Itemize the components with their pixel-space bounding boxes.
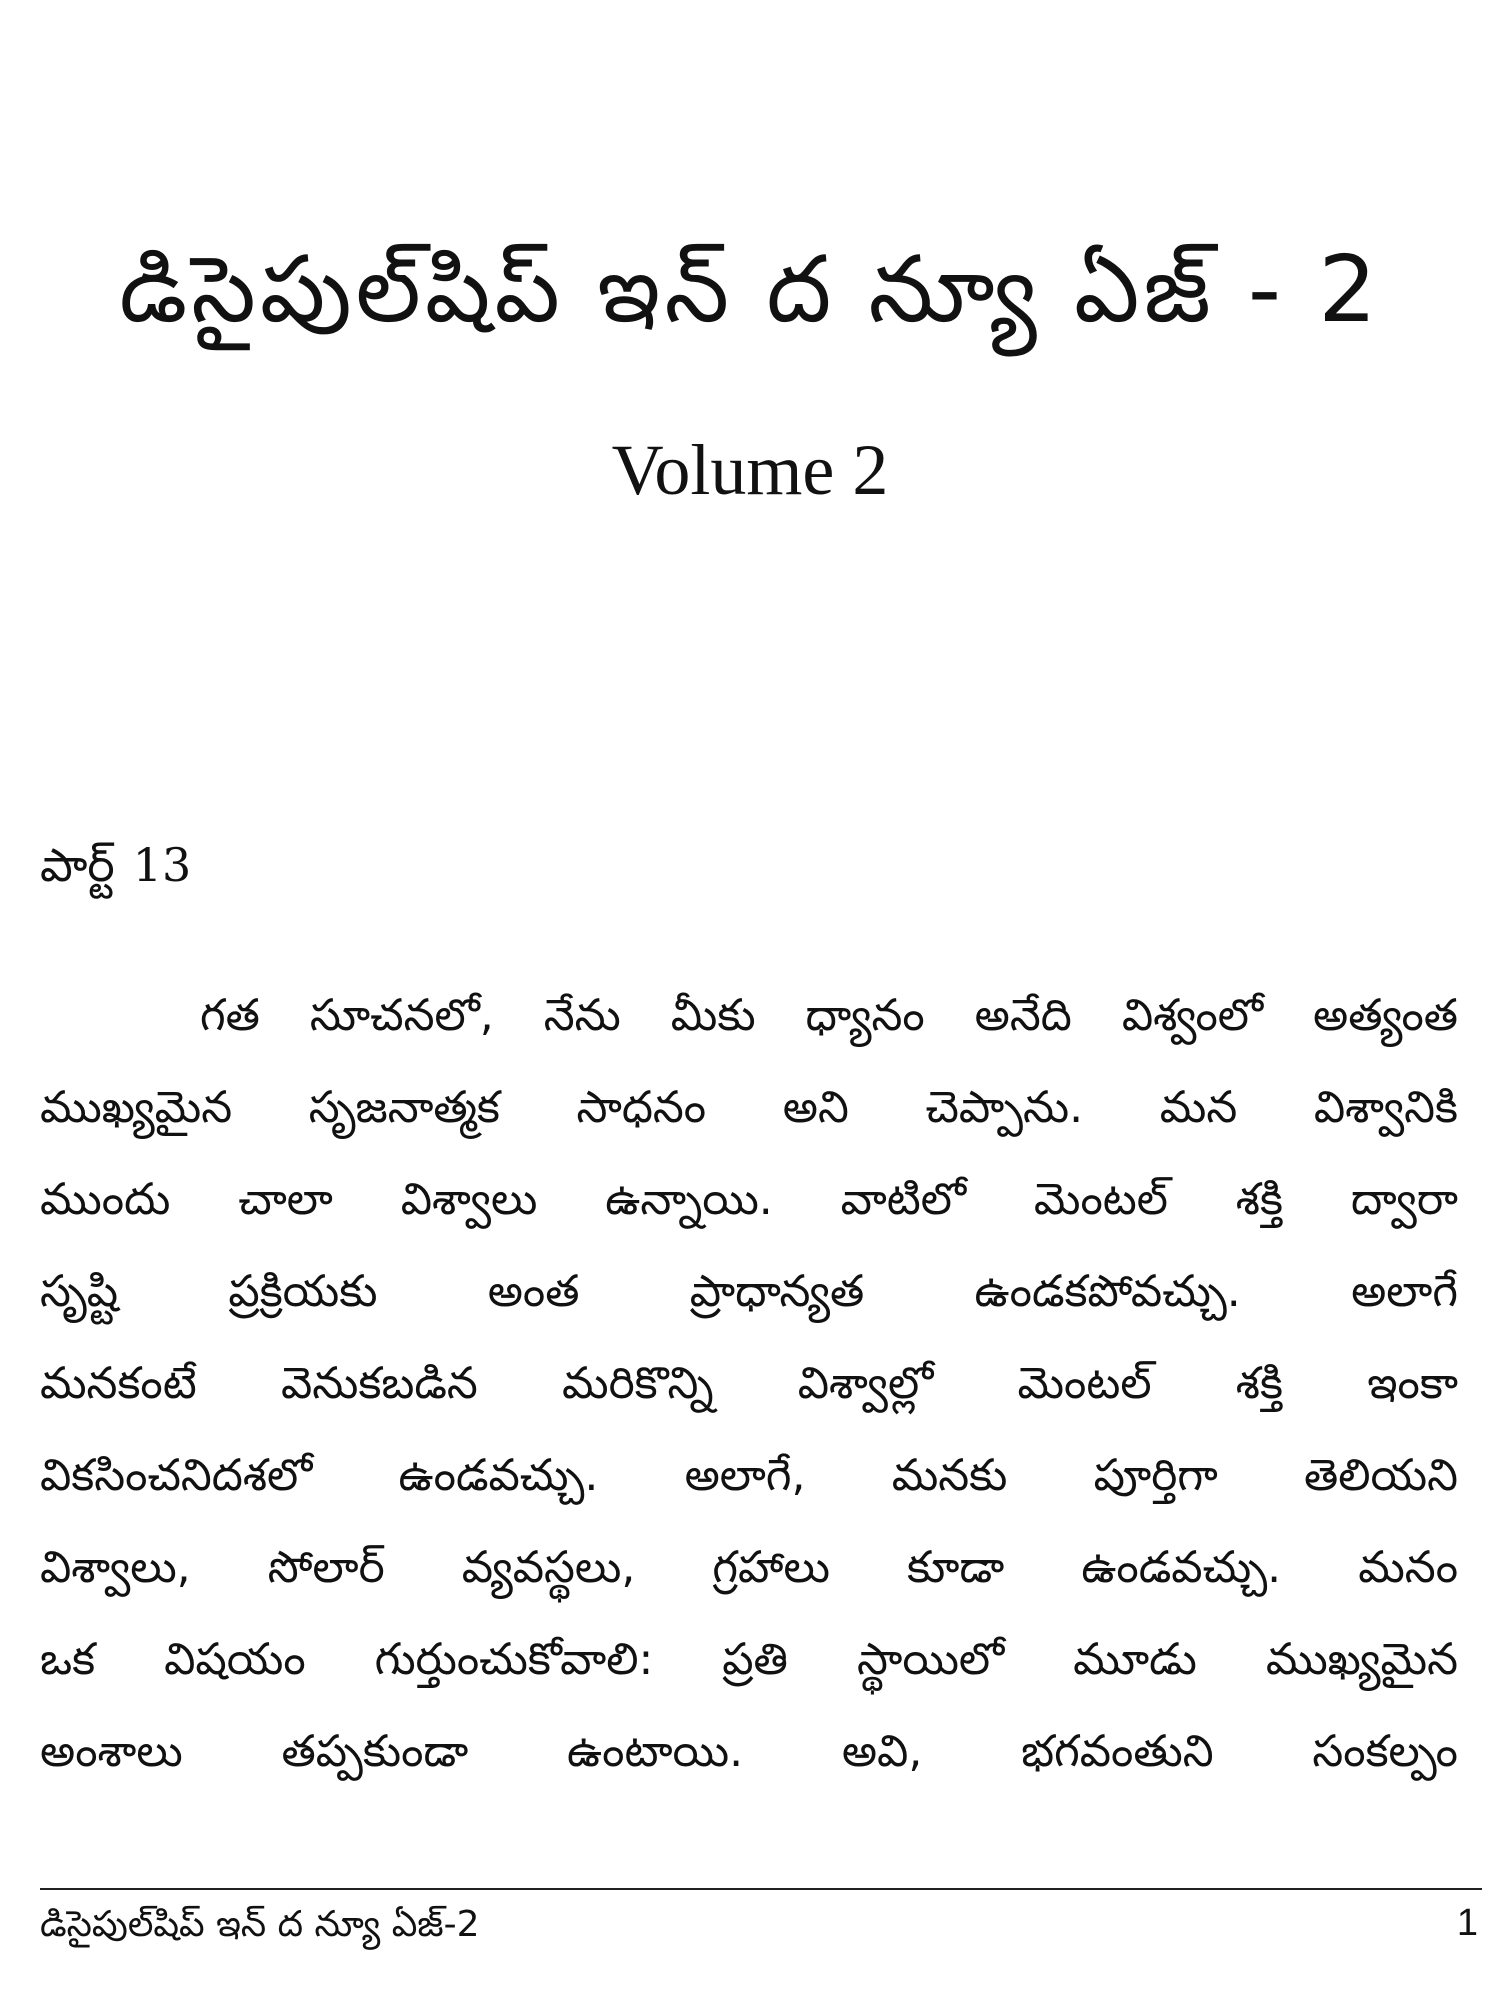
body-paragraph [40, 970, 1458, 1798]
footer-divider [40, 1888, 1482, 1890]
body-line: ముందు చాలా విశ్వాలు ఉన్నాయి. వాటిలో మెంటల్ శక్తి ద్వారా [40, 1174, 1458, 1225]
part-heading [40, 835, 191, 895]
volume-subtitle: Volume 2 [611, 430, 889, 510]
body-line: ముఖ్యమైన సృజనాత్మక సాధనం అని చెప్పాను. మన విశ్వానికి [40, 1082, 1458, 1133]
part-label: పార్ట్ [40, 838, 115, 892]
body-line: మనకంటే వెనుకబడిన మరికొన్ని విశ్వాల్లో మెంటల్ శక్తి ఇంకా [40, 1358, 1458, 1409]
body-line: సృష్టి ప్రక్రియకు అంత ప్రాధాన్యత ఉండకపోవచ్చు. అలాగే [40, 1266, 1458, 1317]
page-title: డిసైపుల్‌షిప్ ఇన్ ద న్యూ ఏజ్ - 2 [119, 236, 1381, 343]
part-number: 13 [132, 838, 192, 892]
footer-running-title: డిసైపుల్‌షిప్ ఇన్ ద న్యూ ఏజ్-2 [40, 1904, 480, 1945]
page-number: 1 [1456, 1902, 1478, 1944]
body-line: అంశాలు తప్పకుండా ఉంటాయి. అవి, భగవంతుని సంకల్పం [40, 1726, 1458, 1777]
body-line: ఒక విషయం గుర్తుంచుకోవాలి: ప్రతి స్థాయిలో మూడు ముఖ్యమైన [40, 1634, 1458, 1685]
body-line: గత సూచనలో, నేను మీకు ధ్యానం అనేది విశ్వంలో అత్యంత [200, 990, 1458, 1041]
body-line: వికసించనిదశలో ఉండవచ్చు. అలాగే, మనకు పూర్తిగా తెలియని [40, 1450, 1458, 1501]
body-line: విశ్వాలు, సోలార్ వ్యవస్థలు, గ్రహాలు కూడా ఉండవచ్చు. మనం [40, 1542, 1458, 1593]
